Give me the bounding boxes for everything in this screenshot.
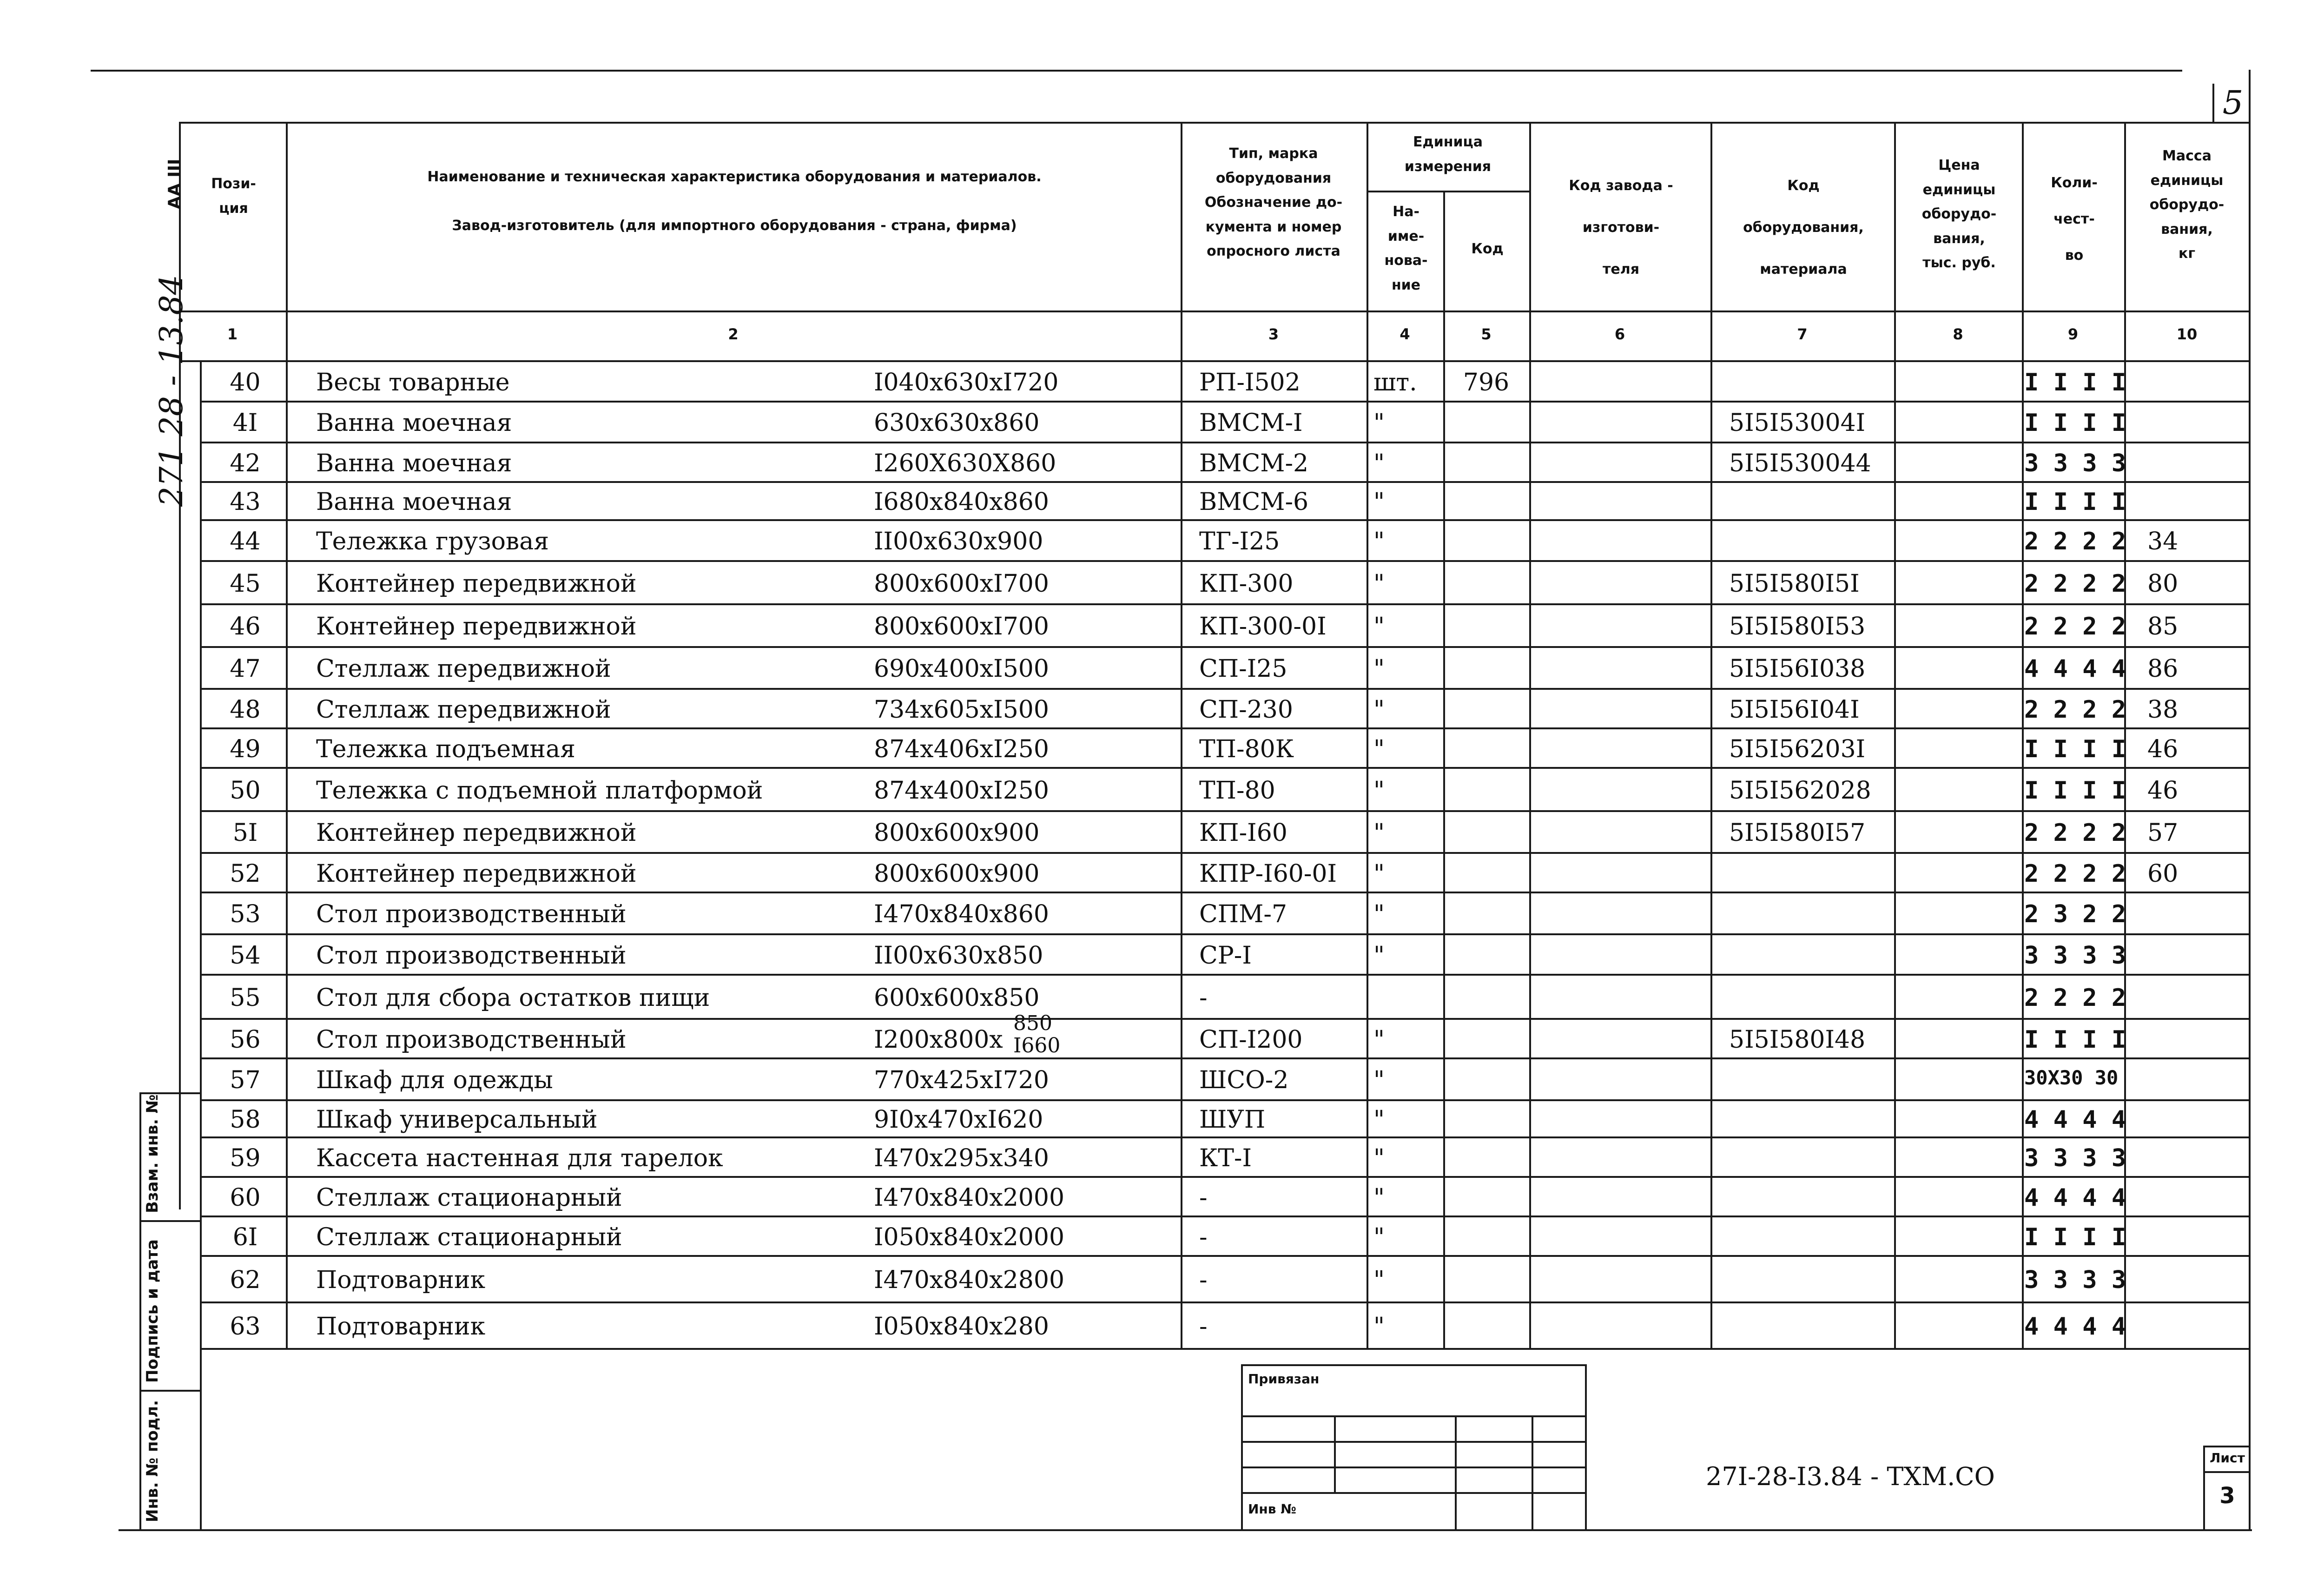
mass-cell: 85: [2147, 613, 2179, 641]
stamp-top: [1241, 1364, 1585, 1366]
sheet-box-top: [2203, 1446, 2250, 1447]
col-number-6: 6: [1614, 325, 1625, 343]
position-cell: 59: [230, 1144, 261, 1172]
table-row: [0, 810, 2324, 852]
quantity-cell: 3 3 3 3: [2024, 449, 2126, 477]
col-number-1: 1: [227, 325, 238, 343]
column-number-row-top: [179, 310, 2250, 312]
unit-cell: ": [1373, 1106, 1385, 1134]
table-bottom-border: [200, 1348, 2250, 1350]
position-cell: 52: [230, 860, 261, 888]
position-cell: 5I: [232, 819, 258, 847]
dimensions-cell: 9I0x470xI620: [874, 1106, 1043, 1134]
unit-cell: ": [1373, 900, 1385, 928]
dimensions-cell: 800x600xI700: [874, 570, 1049, 598]
dimensions-height-lower: I660: [1013, 1034, 1061, 1057]
position-cell: 44: [230, 528, 261, 555]
table-row: [0, 442, 2324, 481]
unit-code-cell: 796: [1463, 369, 1510, 396]
position-cell: 55: [230, 984, 261, 1012]
table-row: [0, 646, 2324, 688]
equipment-code-cell: 5I5I56203I: [1729, 735, 1866, 763]
header-unit-group: Единица измерения: [1404, 134, 1492, 175]
dimensions-cell: 690x400xI500: [874, 655, 1049, 683]
name-cell: Стеллаж передвижной: [316, 655, 611, 683]
col-number-2: 2: [728, 325, 739, 343]
quantity-cell: 2 2 2 2: [2024, 984, 2126, 1012]
type-cell: ВМСМ-I: [1199, 409, 1303, 437]
header-name-line2: Завод-изготовитель (для импортного оборудования - страна, фирма): [452, 218, 1017, 234]
header-unit-name: На- име- нова- ние: [1384, 204, 1428, 293]
dimensions-cell: I470x295x340: [874, 1144, 1049, 1172]
table-row: [0, 1176, 2324, 1215]
name-cell: Кассета настенная для тарелок: [316, 1144, 723, 1172]
dimensions-cell: II00x630x900: [874, 528, 1043, 555]
position-cell: 49: [230, 735, 261, 763]
position-cell: 46: [230, 613, 261, 641]
mass-cell: 46: [2147, 735, 2179, 763]
dimensions-cell: 734x605xI500: [874, 696, 1049, 724]
quantity-cell: 4 4 4 4: [2024, 1313, 2126, 1341]
unit-cell: ": [1373, 613, 1385, 641]
name-cell: Тележка грузовая: [316, 528, 549, 555]
quantity-cell: I I I I: [2024, 777, 2126, 805]
unit-cell: ": [1373, 1026, 1385, 1054]
unit-cell: ": [1373, 1144, 1385, 1172]
equipment-code-cell: 5I5I53004I: [1729, 409, 1866, 437]
position-cell: 4I: [232, 409, 258, 437]
dimensions-cell: I680x840x860: [874, 488, 1049, 516]
unit-cell: ": [1373, 860, 1385, 888]
quantity-cell: I I I I: [2024, 1026, 2126, 1054]
table-row: [0, 1099, 2324, 1136]
table-row: [0, 1136, 2324, 1176]
unit-cell: ": [1373, 696, 1385, 724]
position-cell: 6I: [232, 1223, 258, 1251]
name-cell: Ванна моечная: [316, 409, 512, 437]
name-cell: Весы товарные: [316, 369, 510, 396]
unit-cell: ": [1373, 819, 1385, 847]
side-inv-orig: Инв. № подл.: [143, 1400, 162, 1522]
table-row: [0, 1301, 2324, 1348]
dimensions-cell: 800x600x900: [874, 860, 1040, 888]
unit-cell: ": [1373, 1223, 1385, 1251]
stamp-left: [1241, 1364, 1243, 1529]
mass-cell: 34: [2147, 528, 2179, 555]
dimensions-cell: I050x840x280: [874, 1313, 1049, 1341]
dimensions-cell: I200x800x: [874, 1026, 1003, 1054]
name-cell: Стол производственный: [316, 942, 627, 970]
position-cell: 63: [230, 1313, 261, 1341]
name-cell: Ванна моечная: [316, 449, 512, 477]
table-row: [0, 519, 2324, 560]
type-cell: КПР-I60-0I: [1199, 860, 1337, 888]
col-number-8: 8: [1953, 325, 1963, 343]
dimensions-cell: I260X630X860: [874, 449, 1056, 477]
mass-cell: 46: [2147, 777, 2179, 805]
quantity-cell: 2 2 2 2: [2024, 819, 2126, 847]
header-unit-code: Код: [1471, 241, 1504, 257]
type-cell: СПМ-7: [1199, 900, 1287, 928]
stamp-col-2: [1455, 1415, 1457, 1529]
dimensions-cell: 600x600x850: [874, 984, 1040, 1012]
dimensions-cell: I050x840x2000: [874, 1223, 1065, 1251]
quantity-cell: 3 3 3 3: [2024, 1266, 2126, 1294]
name-cell: Тележка подъемная: [316, 735, 575, 763]
stamp-inv-label: Инв №: [1248, 1501, 1296, 1517]
quantity-cell: I I I I: [2024, 488, 2126, 516]
corner-box-bottom: [2212, 122, 2250, 124]
table-row: [0, 1057, 2324, 1099]
type-cell: ТГ-I25: [1199, 528, 1280, 555]
col-number-4: 4: [1400, 325, 1410, 343]
type-cell: КП-300: [1199, 570, 1294, 598]
col-number-5: 5: [1481, 325, 1492, 343]
dimensions-cell: I470x840x2800: [874, 1266, 1065, 1294]
corner-box-left: [2212, 84, 2214, 123]
name-cell: Стеллаж стационарный: [316, 1184, 622, 1212]
dimensions-cell: 800x600x900: [874, 819, 1040, 847]
stamp-attached-label: Привязан: [1248, 1371, 1320, 1387]
position-cell: 56: [230, 1026, 261, 1054]
table-row: [0, 974, 2324, 1018]
equipment-code-cell: 5I5I580I5I: [1729, 570, 1860, 598]
table-row: [0, 401, 2324, 442]
header-unit-price: Цена единицы оборудо- вания, тыс. руб.: [1921, 157, 1997, 271]
table-row: [0, 481, 2324, 519]
position-cell: 58: [230, 1106, 261, 1134]
dimensions-cell: I470x840x2000: [874, 1184, 1065, 1212]
table-row: [0, 1011, 2324, 1057]
unit-cell: ": [1373, 777, 1385, 805]
type-cell: ШУП: [1199, 1106, 1266, 1134]
dimensions-cell: I470x840x860: [874, 900, 1049, 928]
unit-cell: ": [1373, 655, 1385, 683]
quantity-cell: 4 4 4 4: [2024, 655, 2126, 683]
sheet-label: Лист: [2210, 1450, 2245, 1466]
unit-cell: ": [1373, 1313, 1385, 1341]
name-cell: Стол для сбора остатков пищи: [316, 984, 710, 1012]
type-cell: КТ-I: [1199, 1144, 1252, 1172]
name-cell: Контейнер передвижной: [316, 819, 637, 847]
stamp-row-3: [1241, 1466, 1585, 1468]
quantity-cell: 4 4 4 4: [2024, 1184, 2126, 1212]
dimensions-cell: 874x406xI250: [874, 735, 1049, 763]
table-row: [0, 852, 2324, 892]
stamp-row-4: [1241, 1492, 1585, 1494]
col-number-7: 7: [1797, 325, 1808, 343]
equipment-code-cell: 5I5I580I48: [1729, 1026, 1866, 1054]
stamp-right: [1585, 1364, 1587, 1529]
type-cell: КП-I60: [1199, 819, 1287, 847]
type-cell: СР-I: [1199, 942, 1252, 970]
dimensions-cell: II00x630x850: [874, 942, 1043, 970]
header-position: Пози- ция: [211, 176, 256, 217]
mass-cell: 60: [2147, 860, 2179, 888]
side-replace-inv: Взам. инв. №: [143, 1094, 162, 1213]
unit-cell: шт.: [1373, 369, 1417, 396]
mass-cell: 57: [2147, 819, 2179, 847]
stamp-col-1: [1334, 1415, 1336, 1492]
unit-cell: ": [1373, 1266, 1385, 1294]
equipment-code-cell: 5I5I562028: [1729, 777, 1871, 805]
side-strip-div-2: [139, 1390, 200, 1392]
name-cell: Контейнер передвижной: [316, 570, 637, 598]
name-cell: Контейнер передвижной: [316, 613, 637, 641]
quantity-cell: 2 2 2 2: [2024, 696, 2126, 724]
name-cell: Стол производственный: [316, 900, 627, 928]
unit-cell: ": [1373, 570, 1385, 598]
position-cell: 47: [230, 655, 261, 683]
mass-cell: 86: [2147, 655, 2179, 683]
type-cell: ВМСМ-6: [1199, 488, 1309, 516]
col-number-9: 9: [2067, 325, 2079, 343]
quantity-cell: 30X30 30: [2024, 1066, 2119, 1089]
unit-cell: ": [1373, 1066, 1385, 1094]
position-cell: 40: [230, 369, 261, 396]
stamp-col-3: [1532, 1415, 1533, 1529]
position-cell: 50: [230, 777, 261, 805]
quantity-cell: 2 2 2 2: [2024, 528, 2126, 555]
equipment-code-cell: 5I5I56I038: [1729, 655, 1866, 683]
name-cell: Шкаф для одежды: [316, 1066, 553, 1094]
name-cell: Подтоварник: [316, 1266, 486, 1294]
table-top-border: [179, 122, 2250, 124]
sheet-corner-number: 5: [2222, 84, 2244, 122]
table-row: [0, 892, 2324, 933]
mass-cell: 38: [2147, 696, 2179, 724]
sheet-box-left: [2203, 1446, 2205, 1529]
dimensions-cell: 800x600xI700: [874, 613, 1049, 641]
type-cell: ВМСМ-2: [1199, 449, 1309, 477]
name-cell: Стеллаж передвижной: [316, 696, 611, 724]
header-plant-code: Код завода - изготови- теля: [1569, 178, 1673, 277]
type-cell: РП-I502: [1199, 369, 1301, 396]
unit-cell: ": [1373, 942, 1385, 970]
quantity-cell: 3 3 3 3: [2024, 942, 2126, 970]
equipment-code-cell: 5I5I56I04I: [1729, 696, 1860, 724]
quantity-cell: 4 4 4 4: [2024, 1106, 2126, 1134]
header-equipment-code: Код оборудования, материала: [1743, 178, 1864, 277]
document-code: 27I-28-I3.84 - ТХМ.СО: [1706, 1462, 1995, 1491]
header-type: Тип, марка оборудования Обозначение до- кумента и номер опросного листа: [1204, 145, 1343, 259]
table-row: [0, 767, 2324, 810]
quantity-cell: 2 2 2 2: [2024, 860, 2126, 888]
type-cell: -: [1199, 984, 1208, 1012]
type-cell: СП-I200: [1199, 1026, 1303, 1054]
position-cell: 53: [230, 900, 261, 928]
position-cell: 62: [230, 1266, 261, 1294]
header-name-line1: Наименование и техническая характеристика оборудования и материалов.: [427, 169, 1042, 185]
type-cell: -: [1199, 1266, 1208, 1294]
name-cell: Стол производственный: [316, 1026, 627, 1054]
stamp-row-1: [1241, 1415, 1585, 1417]
quantity-cell: 2 2 2 2: [2024, 613, 2126, 641]
dimensions-height-upper: 850: [1013, 1011, 1052, 1035]
unit-cell: ": [1373, 1184, 1385, 1212]
col-number-10: 10: [2176, 325, 2198, 343]
equipment-code-cell: 5I5I580I53: [1729, 613, 1866, 641]
type-cell: ТП-80: [1199, 777, 1275, 805]
top-page-line: [91, 70, 2182, 72]
dimensions-cell: 630x630x860: [874, 409, 1040, 437]
quantity-cell: I I I I: [2024, 1223, 2126, 1251]
col-number-3: 3: [1268, 325, 1279, 343]
name-cell: Подтоварник: [316, 1313, 486, 1341]
type-cell: -: [1199, 1223, 1208, 1251]
position-cell: 48: [230, 696, 261, 724]
table-row: [0, 933, 2324, 974]
table-row: [0, 560, 2324, 603]
page-bottom-line: [119, 1529, 2252, 1531]
position-cell: 42: [230, 449, 261, 477]
position-cell: 45: [230, 570, 261, 598]
table-row: [0, 1255, 2324, 1301]
quantity-cell: 2 3 2 2: [2024, 900, 2126, 928]
sheet-number: 3: [2219, 1483, 2235, 1509]
quantity-cell: I I I I: [2024, 409, 2126, 437]
name-cell: Стеллаж стационарный: [316, 1223, 622, 1251]
quantity-cell: 2 2 2 2: [2024, 570, 2126, 598]
table-row: [0, 727, 2324, 767]
table-row: [0, 1215, 2324, 1255]
quantity-cell: I I I I: [2024, 369, 2126, 396]
name-cell: Контейнер передвижной: [316, 860, 637, 888]
equipment-code-cell: 5I5I580I57: [1729, 819, 1866, 847]
type-cell: ШСО-2: [1199, 1066, 1289, 1094]
position-cell: 54: [230, 942, 261, 970]
equipment-code-cell: 5I5I530044: [1729, 449, 1871, 477]
unit-group-divider: [1367, 191, 1529, 192]
table-row: [0, 360, 2324, 401]
position-cell: 57: [230, 1066, 261, 1094]
type-cell: СП-230: [1199, 696, 1293, 724]
table-row: [0, 603, 2324, 646]
type-cell: -: [1199, 1184, 1208, 1212]
unit-cell: ": [1373, 449, 1385, 477]
quantity-cell: 3 3 3 3: [2024, 1144, 2126, 1172]
position-cell: 43: [230, 488, 261, 516]
unit-cell: ": [1373, 409, 1385, 437]
type-cell: СП-I25: [1199, 655, 1287, 683]
type-cell: ТП-80К: [1199, 735, 1294, 763]
name-cell: Тележка с подъемной платформой: [316, 777, 763, 805]
mass-cell: 80: [2147, 570, 2179, 598]
unit-cell: ": [1373, 735, 1385, 763]
stamp-row-2: [1241, 1441, 1585, 1443]
sheet-box-mid: [2203, 1471, 2250, 1473]
side-sign-date: Подпись и дата: [143, 1239, 162, 1383]
side-margin-code: АА III: [165, 159, 184, 209]
table-row: [0, 688, 2324, 727]
name-cell: Шкаф универсальный: [316, 1106, 598, 1134]
type-cell: КП-300-0I: [1199, 613, 1327, 641]
position-cell: 60: [230, 1184, 261, 1212]
side-handwritten-number: 271 28 - 13.84: [153, 275, 190, 507]
type-cell: -: [1199, 1313, 1208, 1341]
dimensions-cell: 770x425xI720: [874, 1066, 1049, 1094]
dimensions-cell: 874x400xI250: [874, 777, 1049, 805]
name-cell: Ванна моечная: [316, 488, 512, 516]
header-mass: Масса единицы оборудо- вания, кг: [2149, 148, 2225, 262]
unit-cell: ": [1373, 488, 1385, 516]
header-quantity: Коли- чест- во: [2051, 175, 2098, 264]
unit-cell: ": [1373, 528, 1385, 555]
dimensions-cell: I040x630xI720: [874, 369, 1059, 396]
quantity-cell: I I I I: [2024, 735, 2126, 763]
